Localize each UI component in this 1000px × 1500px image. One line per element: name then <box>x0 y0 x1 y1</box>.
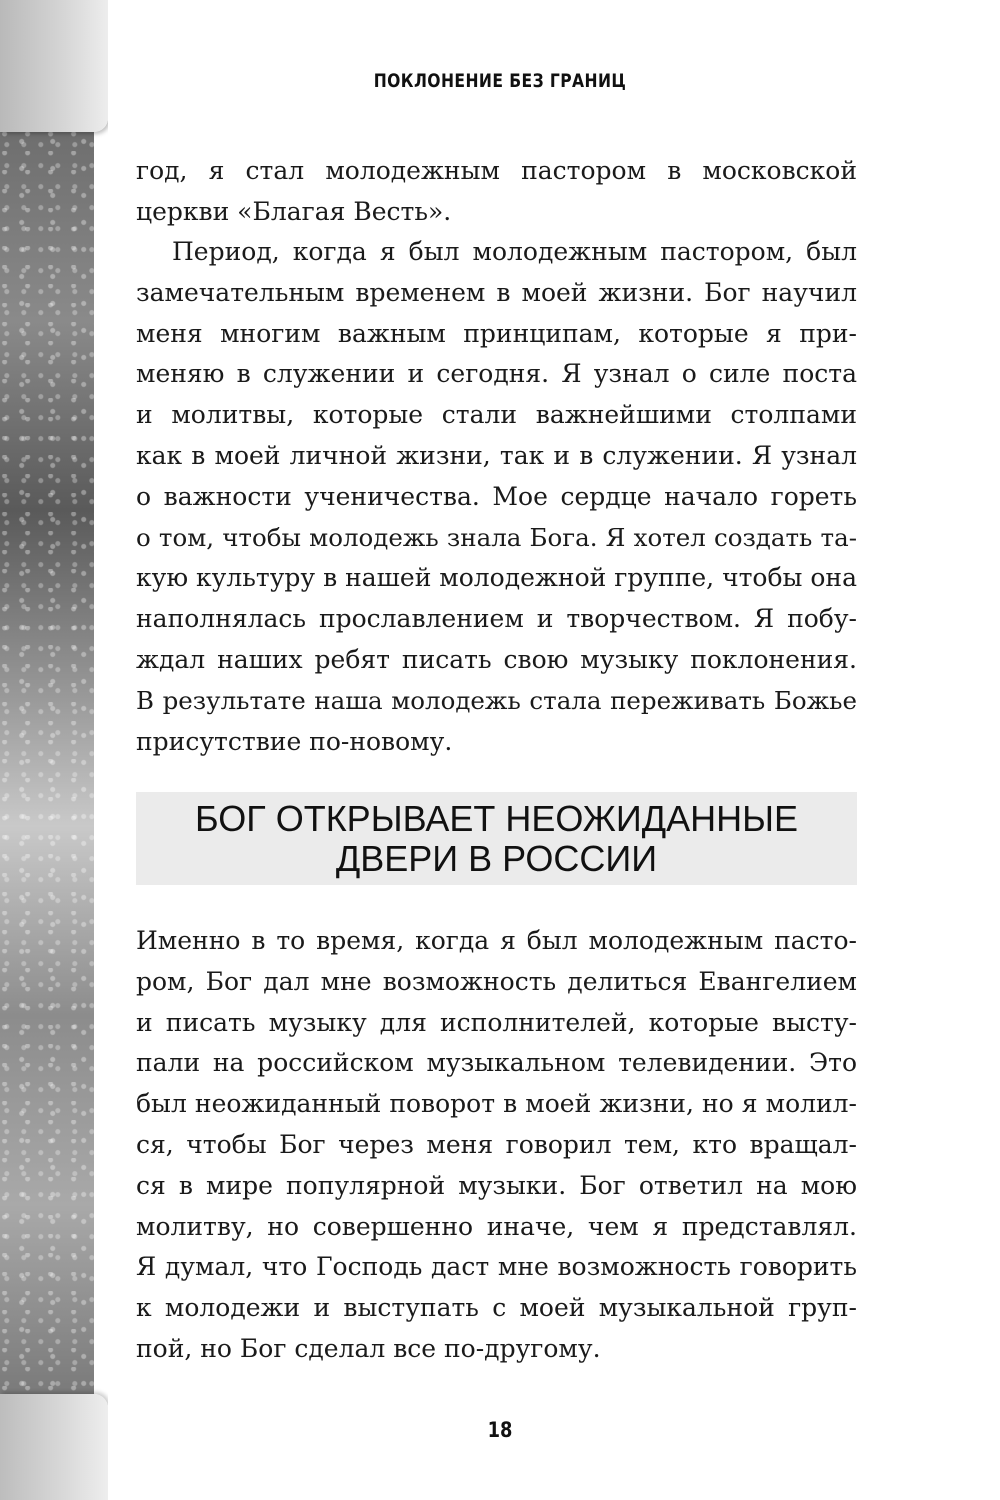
text-line: о важности ученичества. Мое сердце начало гореть <box>136 481 857 511</box>
section-heading-line-2: ДВЕРИ В РОССИИ <box>335 837 658 879</box>
text-line: и писать музыку для исполнителей, которые высту- <box>136 1007 857 1037</box>
running-header: ПОКЛОНЕНИЕ БЕЗ ГРАНИЦ <box>373 70 627 92</box>
text-line: присутствие по-новому. <box>136 726 453 756</box>
edge-top-tab <box>0 0 108 132</box>
text-line: ром, Бог дал мне возможность делиться Евангелием <box>136 966 857 996</box>
text-line: кую культуру в нашей молодежной группе, чтобы она <box>136 563 857 593</box>
text-line: год, я стал молодежным пастором в московской <box>136 156 857 185</box>
edge-texture <box>0 132 94 1394</box>
page-number: 18 <box>487 1418 513 1442</box>
text-line: ся, чтобы Бог через меня говорил тем, кто вращал- <box>136 1129 857 1159</box>
section-heading-line-1: БОГ ОТКРЫВАЕТ НЕОЖИДАННЫЕ <box>195 797 798 839</box>
paragraph-continuation <box>136 151 857 233</box>
text-line: молитву, но совершенно иначе, чем я представлял. <box>136 1211 857 1241</box>
text-line: замечательным временем в моей жизни. Бог научил <box>136 277 857 307</box>
text-line: ся в мире популярной музыки. Бог ответил на мою <box>136 1170 857 1200</box>
text-line: и молитвы, которые стали важнейшими столпами <box>136 400 857 430</box>
section-heading <box>136 792 857 885</box>
text-line: наполнялась прославлением и творчеством. Я побу- <box>136 604 857 634</box>
text-line: Именно в то время, когда я был молодежным пасто- <box>136 926 857 955</box>
text-line: меняю в служении и сегодня. Я узнал о силе поста <box>136 359 857 389</box>
text-line: к молодежи и выступать с моей музыкальной груп- <box>136 1293 857 1323</box>
text-line: меня многим важным принципам, которые я при- <box>136 318 857 348</box>
text-line: пой, но Бог сделал все по-другому. <box>136 1333 601 1363</box>
text-line: ждал наших ребят писать свою музыку поклонения. <box>136 644 857 674</box>
decorative-edge-strip <box>0 0 108 1500</box>
edge-bottom-tab <box>0 1394 108 1500</box>
text-line: о том, чтобы молодежь знала Бога. Я хотел создать та- <box>136 522 857 552</box>
text-line: Период, когда я был молодежным пастором, был <box>172 237 857 266</box>
text-line: как в моей личной жизни, так и в служении. Я узнал <box>136 440 857 470</box>
text-line: В результате наша молодежь стала переживать Божье <box>136 685 857 715</box>
text-line: Я думал, что Господь даст мне возможность говорить <box>136 1252 857 1282</box>
text-line: был неожиданный поворот в моей жизни, но я молил- <box>136 1089 857 1119</box>
paragraph-youth-pastor <box>136 232 857 762</box>
paragraph-russia <box>136 921 857 1370</box>
text-line: церкви «Благая Весть». <box>136 196 452 226</box>
text-line: пали на российском музыкальном телевидении. Это <box>136 1048 857 1078</box>
